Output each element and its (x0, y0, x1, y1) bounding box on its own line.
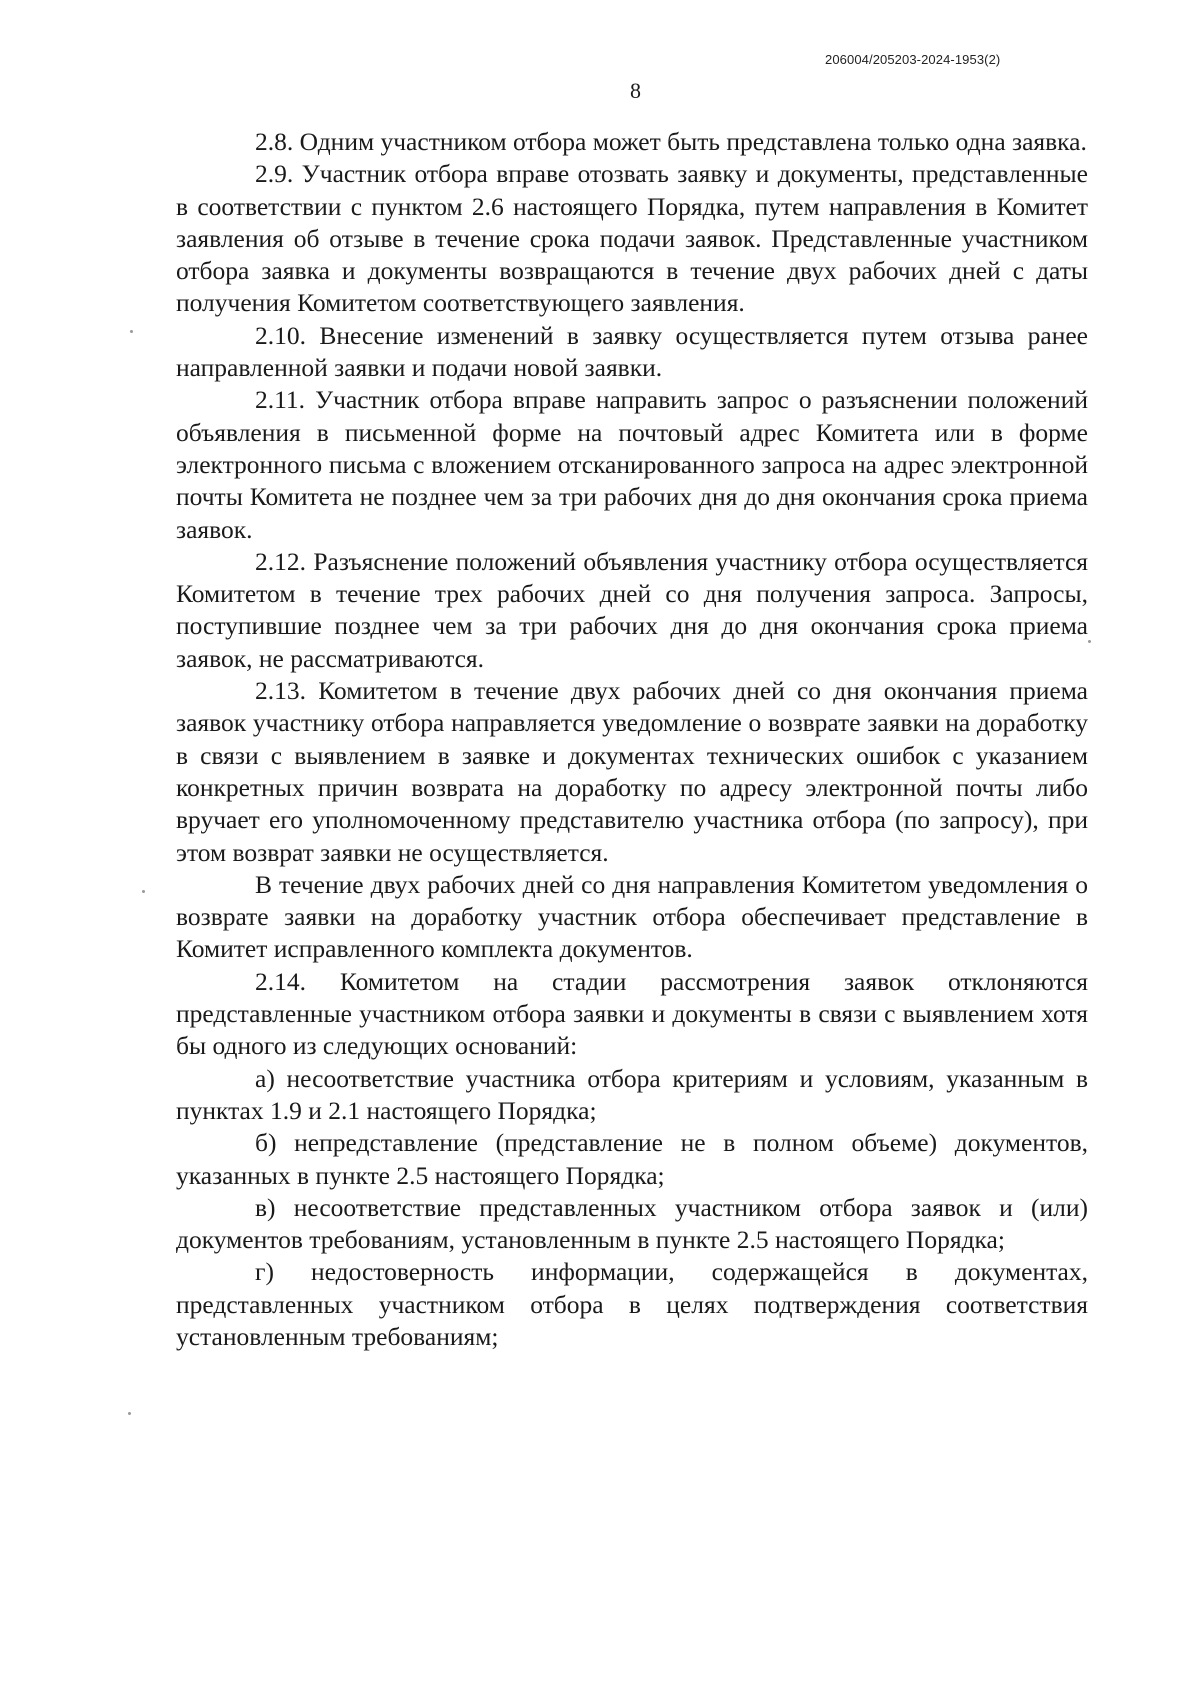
list-item-g: г) недостоверность информации, содержащейся в документах, представленных участником отбора в целях подтверждения соответствия установленным требованиям; (176, 1257, 1088, 1351)
paragraph-2-12: 2.12. Разъяснение положений объявления участнику отбора осуществляется Комитетом в течение трех рабочих дней со дня получения запроса. Запросы, поступившие позднее чем за три рабочих дня до дня окончания срока приема заявок, не рассматриваются. (176, 546, 1088, 673)
scan-speck (1088, 640, 1091, 643)
paragraph-2-9: 2.9. Участник отбора вправе отозвать заявку и документы, представленные в соответствии с пунктом 2.6 настоящего Порядка, путем направления в Комитет заявления об отзыве в течение срока подачи заявок. Представленные участником отбора заявка и документы возвращаются в течение двух рабочих дней с даты получения Комитетом соответствующего заявления. (176, 159, 1088, 318)
paragraph-2-8: 2.8. Одним участником отбора может быть представлена только одна заявка. (255, 127, 1087, 156)
document-body (176, 126, 1088, 1353)
scan-speck (142, 890, 145, 893)
scan-speck (128, 1412, 131, 1415)
scan-speck (130, 330, 133, 333)
paragraph-2-13-continuation: В течение двух рабочих дней со дня направления Комитетом уведомления о возврате заявки на доработку участник отбора обеспечивает представление в Комитет исправленного комплекта документов. (176, 869, 1088, 964)
paragraph-2-14: 2.14. Комитетом на стадии рассмотрения заявок отклоняются представленные участником отбора заявки и документы в связи с выявлением хотя бы одного из следующих оснований: (176, 966, 1088, 1061)
paragraph-2-10: 2.10. Внесение изменений в заявку осуществляется путем отзыва ранее направленной заявки и подачи новой заявки. (176, 320, 1088, 383)
paragraph-2-11: 2.11. Участник отбора вправе направить запрос о разъяснении положений объявления в письменной форме на почтовый адрес Комитета или в форме электронного письма с вложением отсканированного запроса на адрес электронной почты Комитета не позднее чем за три рабочих дня до дня окончания срока приема заявок. (176, 385, 1088, 544)
paragraph-2-13: 2.13. Комитетом в течение двух рабочих дней со дня окончания приема заявок участнику отбора направляется уведомление о возврате заявки на доработку в связи с выявлением в заявке и документах технических ошибок с указанием конкретных причин возврата на доработку по адресу электронной почты либо вручает его уполномоченному представителю участника отбора (по запросу), при этом возврат заявки не осуществляется. (176, 676, 1088, 867)
list-item-a: а) несоответствие участника отбора критериям и условиям, указанным в пунктах 1.9 и 2.1 настоящего Порядка; (176, 1063, 1088, 1125)
page-number: 8 (630, 78, 641, 103)
list-item-v: в) несоответствие представленных участником отбора заявок и (или) документов требованиям, установленным в пункте 2.5 настоящего Порядка; (176, 1192, 1088, 1255)
list-item-b: б) непредставление (представление не в полном объеме) документов, указанных в пункте 2.5 настоящего Порядка; (176, 1128, 1088, 1190)
document-id: 206004/205203-2024-1953(2) (825, 52, 1001, 67)
